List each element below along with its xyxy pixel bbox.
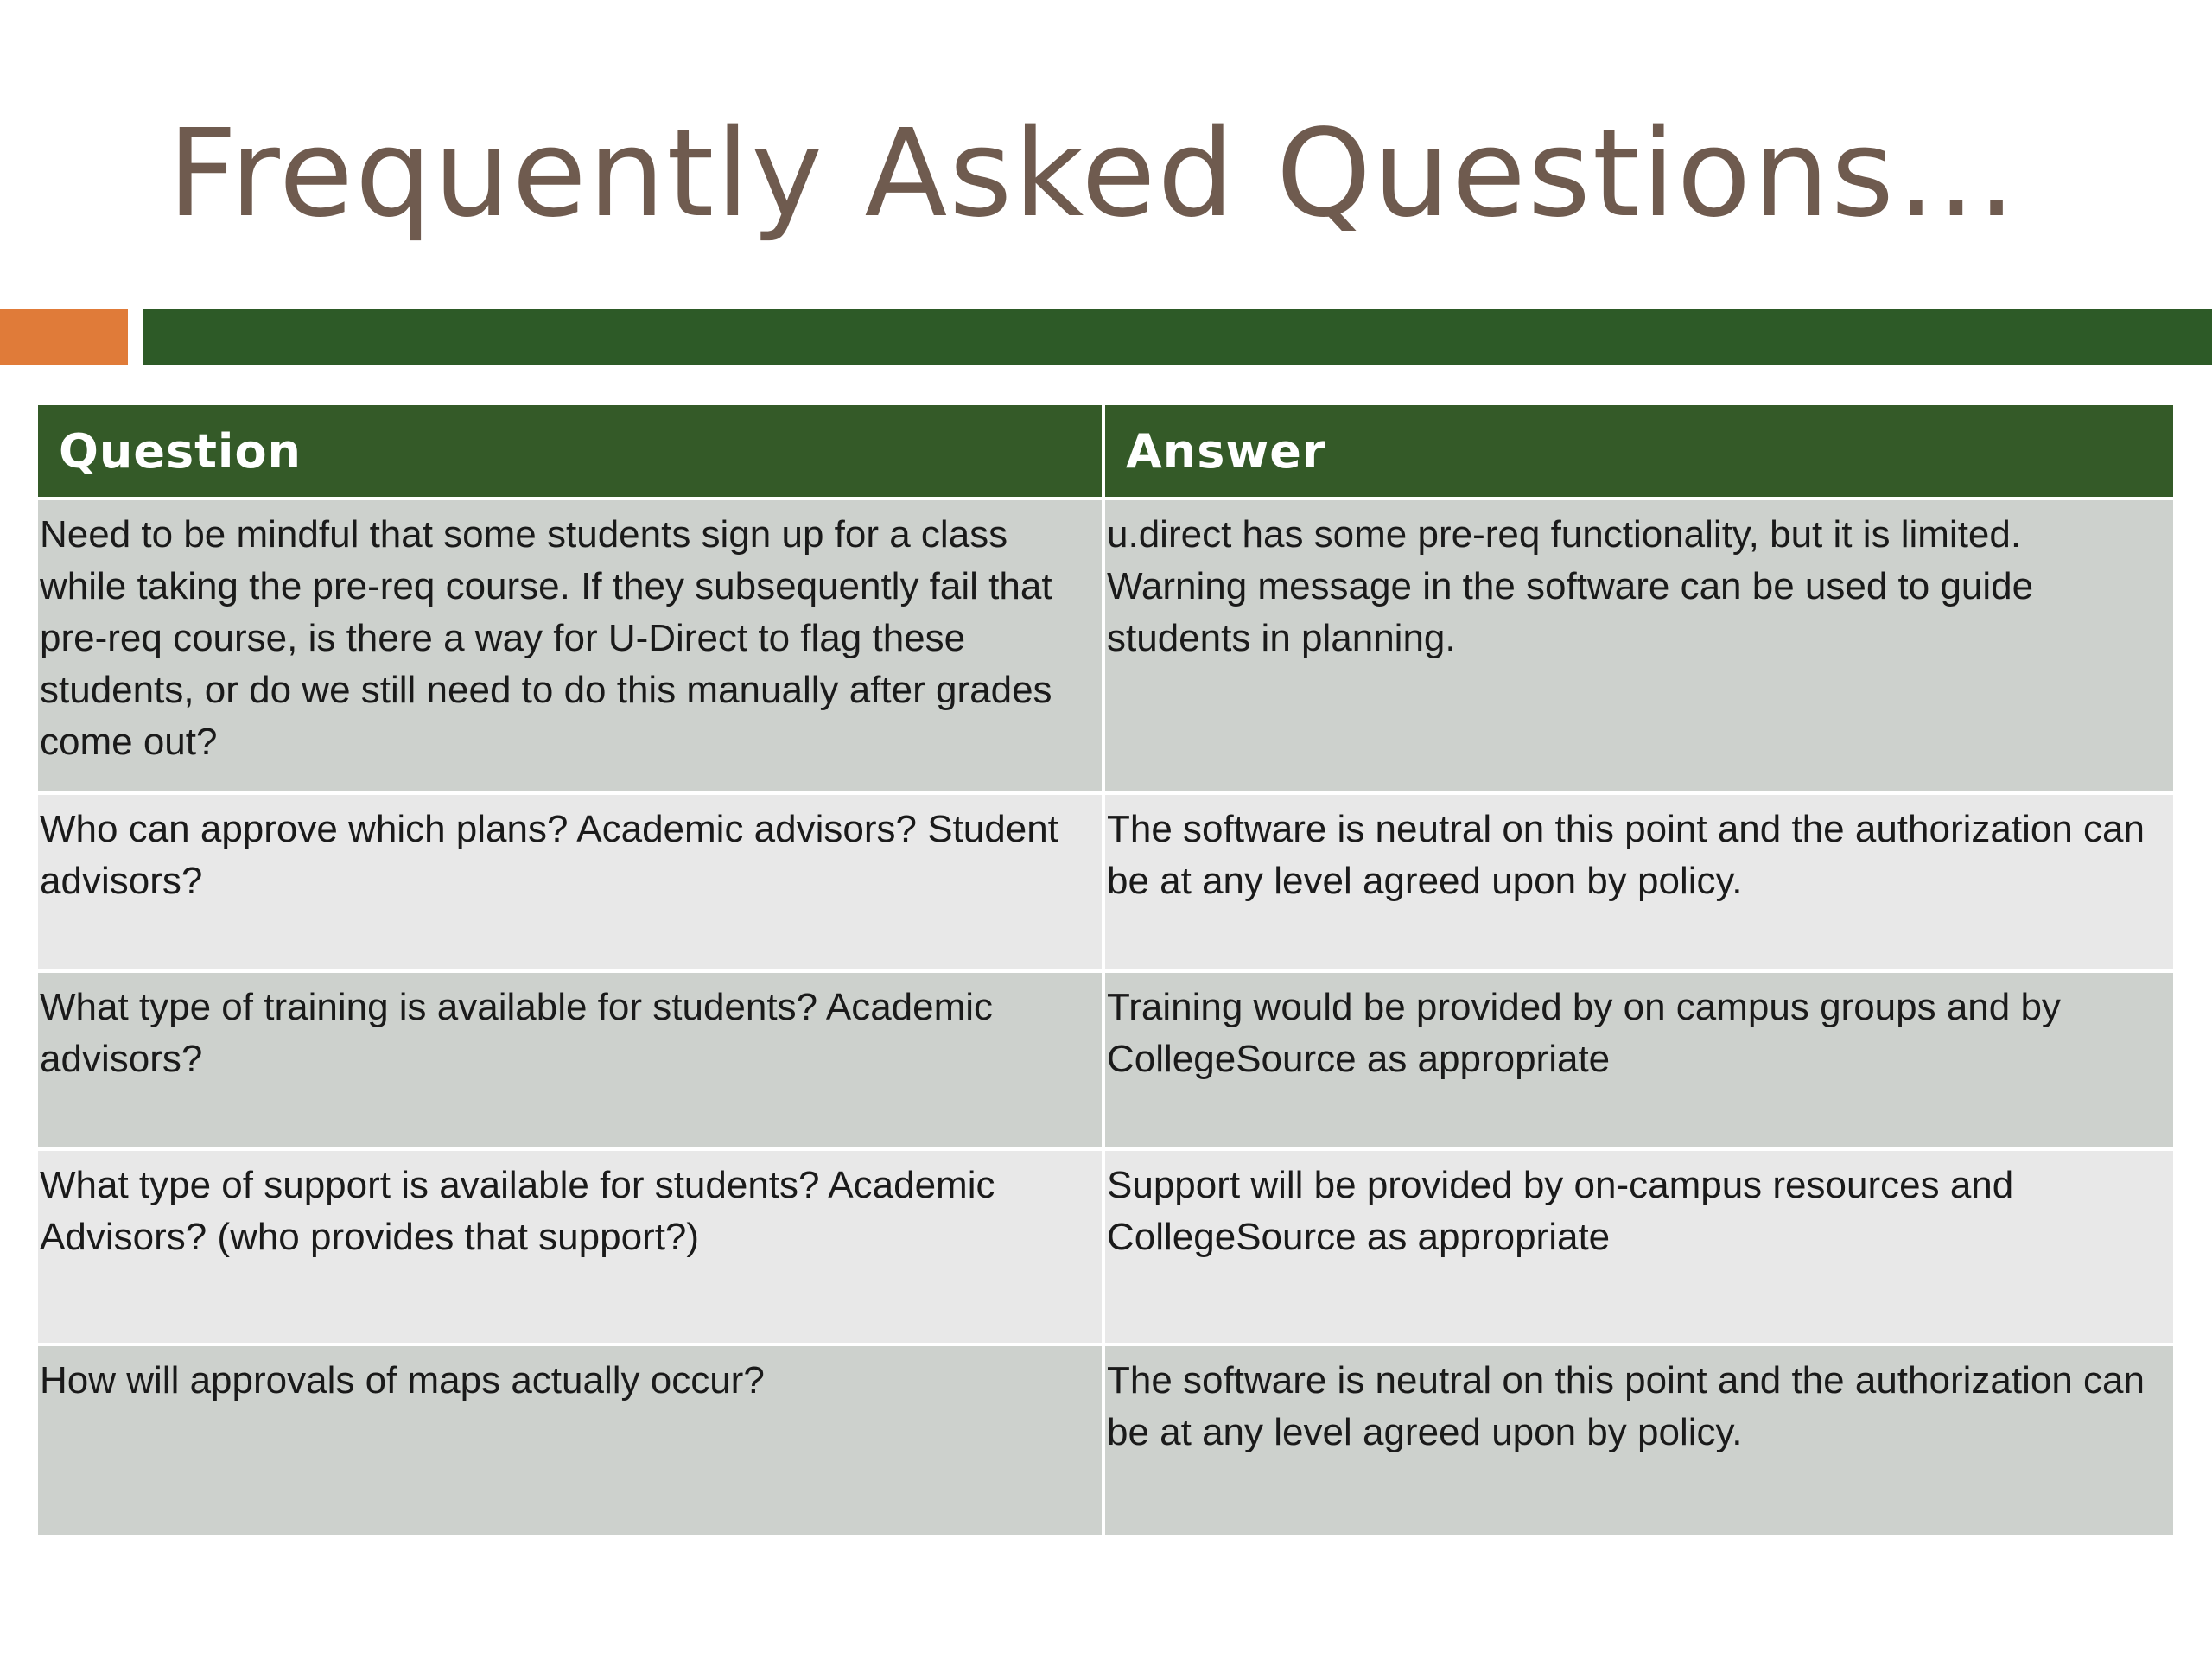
question-cell: What type of support is available for students? Academic Advisors? (who provides that support?) [38,1149,1103,1344]
faq-table [38,405,2173,1539]
table-row [38,971,2173,1149]
accent-bar-orange [0,309,128,365]
answer-cell: u.direct has some pre-req functionality, but it is limited. Warning message in the software can be used to guide students in planning. [1103,499,2173,793]
question-cell: How will approvals of maps actually occur? [38,1344,1103,1537]
table-row [38,499,2173,793]
question-cell: Who can approve which plans? Academic advisors? Student advisors? [38,793,1103,971]
answer-cell: Training would be provided by on campus groups and by CollegeSource as appropriate [1103,971,2173,1149]
answer-cell: The software is neutral on this point and the authorization can be at any level agreed upon by policy. [1103,793,2173,971]
question-column-header: Question [38,405,1103,499]
answer-cell: The software is neutral on this point and the authorization can be at any level agreed upon by policy. [1103,1344,2173,1537]
slide-title: Frequently Asked Questions… [168,104,2018,245]
table-row [38,1149,2173,1344]
accent-bar-green [143,309,2212,365]
table-header-row [38,405,2173,499]
answer-column-header: Answer [1103,405,2173,499]
question-cell: What type of training is available for students? Academic advisors? [38,971,1103,1149]
table-row [38,793,2173,971]
answer-cell: Support will be provided by on-campus resources and CollegeSource as appropriate [1103,1149,2173,1344]
question-cell: Need to be mindful that some students sign up for a class while taking the pre-req course. If they subsequently fail that pre-req course, is there a way for U-Direct to flag these students, or do we still need to do this manually after grades come out? [38,499,1103,793]
table-row [38,1344,2173,1537]
